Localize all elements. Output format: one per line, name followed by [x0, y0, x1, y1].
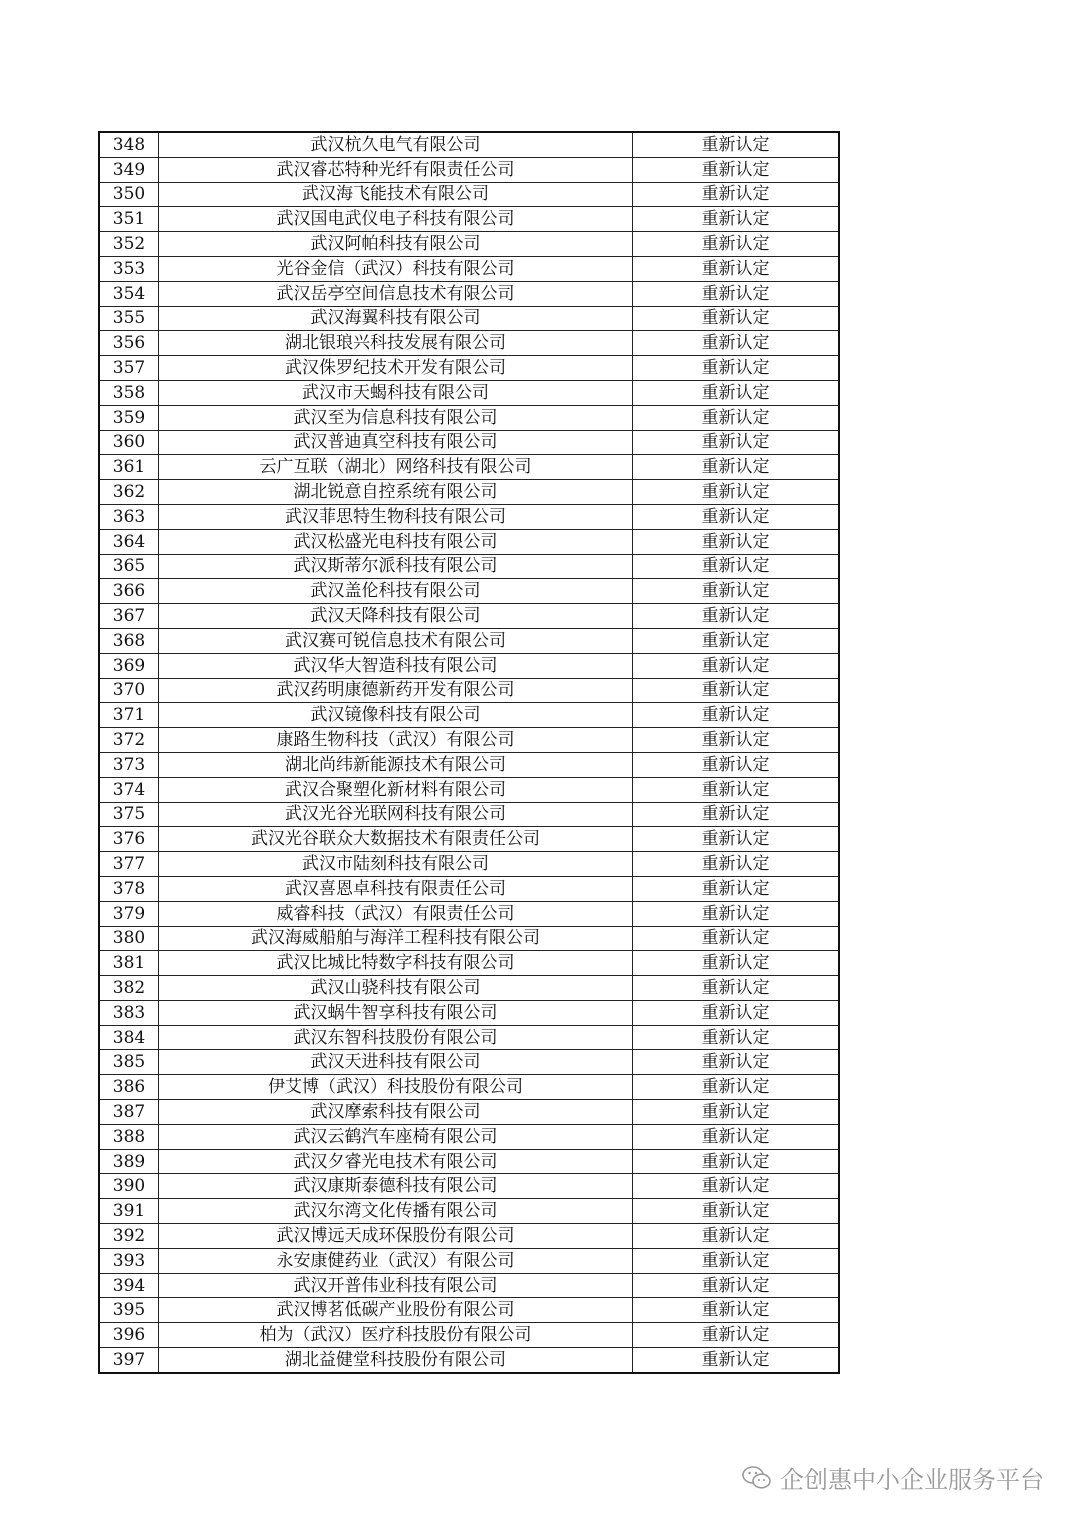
table-row	[99, 430, 839, 455]
status-cell: 重新认定	[633, 1273, 840, 1298]
company-name: 武汉普迪真空科技有限公司	[159, 430, 633, 455]
status-cell: 重新认定	[633, 1075, 840, 1100]
row-number: 375	[99, 802, 159, 827]
company-name: 武汉夕睿光电技术有限公司	[159, 1149, 633, 1174]
company-name: 武汉赛可锐信息技术有限公司	[159, 628, 633, 653]
table-row	[99, 157, 839, 182]
table-row	[99, 1100, 839, 1125]
row-number: 356	[99, 331, 159, 356]
company-name: 武汉菲思特生物科技有限公司	[159, 504, 633, 529]
company-name: 武汉睿芯特种光纤有限责任公司	[159, 157, 633, 182]
table-row	[99, 182, 839, 207]
company-name: 武汉海翼科技有限公司	[159, 306, 633, 331]
status-cell: 重新认定	[633, 182, 840, 207]
status-cell: 重新认定	[633, 1000, 840, 1025]
table-row	[99, 579, 839, 604]
table-row	[99, 653, 839, 678]
company-name: 武汉合聚塑化新材料有限公司	[159, 777, 633, 802]
row-number: 393	[99, 1248, 159, 1273]
company-name: 武汉山骁科技有限公司	[159, 976, 633, 1001]
row-number: 377	[99, 852, 159, 877]
table-row	[99, 480, 839, 505]
company-name: 武汉海飞能技术有限公司	[159, 182, 633, 207]
company-name: 武汉云鹤汽车座椅有限公司	[159, 1124, 633, 1149]
company-name: 湖北银琅兴科技发展有限公司	[159, 331, 633, 356]
status-cell: 重新认定	[633, 1100, 840, 1125]
status-cell: 重新认定	[633, 1174, 840, 1199]
status-cell: 重新认定	[633, 331, 840, 356]
table-row	[99, 1248, 839, 1273]
row-number: 396	[99, 1323, 159, 1348]
company-name: 湖北锐意自控系统有限公司	[159, 480, 633, 505]
company-name: 武汉市陆刻科技有限公司	[159, 852, 633, 877]
status-cell: 重新认定	[633, 653, 840, 678]
company-name: 武汉开普伟业科技有限公司	[159, 1273, 633, 1298]
table-row	[99, 604, 839, 629]
status-cell: 重新认定	[633, 926, 840, 951]
status-cell: 重新认定	[633, 480, 840, 505]
status-cell: 重新认定	[633, 356, 840, 381]
status-cell: 重新认定	[633, 207, 840, 232]
company-name: 武汉斯蒂尔派科技有限公司	[159, 554, 633, 579]
table-row	[99, 1323, 839, 1348]
company-name: 武汉博茗低碳产业股份有限公司	[159, 1298, 633, 1323]
status-cell: 重新认定	[633, 1050, 840, 1075]
table-row	[99, 951, 839, 976]
status-cell: 重新认定	[633, 306, 840, 331]
table-row	[99, 703, 839, 728]
table-row	[99, 976, 839, 1001]
table-row	[99, 306, 839, 331]
row-number: 369	[99, 653, 159, 678]
row-number: 388	[99, 1124, 159, 1149]
status-cell: 重新认定	[633, 554, 840, 579]
company-name: 武汉光谷光联网科技有限公司	[159, 802, 633, 827]
company-name: 柏为（武汉）医疗科技股份有限公司	[159, 1323, 633, 1348]
status-cell: 重新认定	[633, 777, 840, 802]
table-row	[99, 232, 839, 257]
status-cell: 重新认定	[633, 1323, 840, 1348]
row-number: 381	[99, 951, 159, 976]
status-cell: 重新认定	[633, 1298, 840, 1323]
table-row	[99, 752, 839, 777]
row-number: 374	[99, 777, 159, 802]
table-row	[99, 256, 839, 281]
row-number: 348	[99, 132, 159, 157]
company-name: 武汉摩索科技有限公司	[159, 1100, 633, 1125]
row-number: 382	[99, 976, 159, 1001]
row-number: 373	[99, 752, 159, 777]
row-number: 392	[99, 1224, 159, 1249]
row-number: 363	[99, 504, 159, 529]
table-row	[99, 628, 839, 653]
row-number: 384	[99, 1025, 159, 1050]
table-row	[99, 901, 839, 926]
company-name: 武汉光谷联众大数据技术有限责任公司	[159, 827, 633, 852]
status-cell: 重新认定	[633, 703, 840, 728]
company-name: 武汉喜恩卓科技有限责任公司	[159, 876, 633, 901]
table-row	[99, 728, 839, 753]
company-name: 武汉国电武仪电子科技有限公司	[159, 207, 633, 232]
status-cell: 重新认定	[633, 976, 840, 1001]
company-name: 武汉蜗牛智享科技有限公司	[159, 1000, 633, 1025]
status-cell: 重新认定	[633, 232, 840, 257]
row-number: 387	[99, 1100, 159, 1125]
company-name: 威睿科技（武汉）有限责任公司	[159, 901, 633, 926]
status-cell: 重新认定	[633, 951, 840, 976]
table-row	[99, 1025, 839, 1050]
row-number: 383	[99, 1000, 159, 1025]
status-cell: 重新认定	[633, 1199, 840, 1224]
table-row	[99, 827, 839, 852]
table-row	[99, 1174, 839, 1199]
row-number: 379	[99, 901, 159, 926]
status-cell: 重新认定	[633, 1248, 840, 1273]
company-name: 云广互联（湖北）网络科技有限公司	[159, 455, 633, 480]
company-name: 光谷金信（武汉）科技有限公司	[159, 256, 633, 281]
row-number: 394	[99, 1273, 159, 1298]
row-number: 372	[99, 728, 159, 753]
row-number: 357	[99, 356, 159, 381]
table-row	[99, 1124, 839, 1149]
table-row	[99, 1075, 839, 1100]
row-number: 371	[99, 703, 159, 728]
company-name: 武汉盖伦科技有限公司	[159, 579, 633, 604]
company-name: 康路生物科技（武汉）有限公司	[159, 728, 633, 753]
company-name: 武汉阿帕科技有限公司	[159, 232, 633, 257]
status-cell: 重新认定	[633, 281, 840, 306]
status-cell: 重新认定	[633, 728, 840, 753]
row-number: 364	[99, 529, 159, 554]
table-row	[99, 281, 839, 306]
status-cell: 重新认定	[633, 628, 840, 653]
table-row	[99, 1348, 839, 1373]
row-number: 389	[99, 1149, 159, 1174]
watermark	[742, 1460, 1044, 1495]
status-cell: 重新认定	[633, 380, 840, 405]
company-name: 武汉侏罗纪技术开发有限公司	[159, 356, 633, 381]
table-row	[99, 405, 839, 430]
row-number: 353	[99, 256, 159, 281]
status-cell: 重新认定	[633, 876, 840, 901]
table-body	[99, 132, 839, 1373]
table-row	[99, 1298, 839, 1323]
table-row	[99, 1149, 839, 1174]
row-number: 370	[99, 678, 159, 703]
row-number: 395	[99, 1298, 159, 1323]
status-cell: 重新认定	[633, 430, 840, 455]
table-row	[99, 1050, 839, 1075]
table-row	[99, 678, 839, 703]
row-number: 352	[99, 232, 159, 257]
row-number: 350	[99, 182, 159, 207]
table-row	[99, 331, 839, 356]
row-number: 359	[99, 405, 159, 430]
row-number: 397	[99, 1348, 159, 1373]
status-cell: 重新认定	[633, 256, 840, 281]
table-row	[99, 1224, 839, 1249]
company-name: 武汉市天蝎科技有限公司	[159, 380, 633, 405]
table-row	[99, 1000, 839, 1025]
table-row	[99, 529, 839, 554]
table-row	[99, 777, 839, 802]
status-cell: 重新认定	[633, 901, 840, 926]
status-cell: 重新认定	[633, 1025, 840, 1050]
table-row	[99, 1273, 839, 1298]
status-cell: 重新认定	[633, 529, 840, 554]
company-table	[98, 131, 840, 1374]
company-name: 湖北益健堂科技股份有限公司	[159, 1348, 633, 1373]
row-number: 391	[99, 1199, 159, 1224]
watermark-text: 企创惠中小企业服务平台	[780, 1466, 1044, 1494]
company-name: 武汉康斯泰德科技有限公司	[159, 1174, 633, 1199]
row-number: 367	[99, 604, 159, 629]
status-cell: 重新认定	[633, 157, 840, 182]
table-row	[99, 356, 839, 381]
row-number: 355	[99, 306, 159, 331]
company-name: 湖北尚纬新能源技术有限公司	[159, 752, 633, 777]
row-number: 366	[99, 579, 159, 604]
company-name: 武汉天降科技有限公司	[159, 604, 633, 629]
status-cell: 重新认定	[633, 604, 840, 629]
status-cell: 重新认定	[633, 752, 840, 777]
status-cell: 重新认定	[633, 455, 840, 480]
row-number: 361	[99, 455, 159, 480]
status-cell: 重新认定	[633, 827, 840, 852]
table-row	[99, 554, 839, 579]
company-name: 武汉天进科技有限公司	[159, 1050, 633, 1075]
company-name: 武汉东智科技股份有限公司	[159, 1025, 633, 1050]
table-row	[99, 455, 839, 480]
row-number: 351	[99, 207, 159, 232]
row-number: 376	[99, 827, 159, 852]
company-name: 武汉松盛光电科技有限公司	[159, 529, 633, 554]
table-row	[99, 504, 839, 529]
row-number: 358	[99, 380, 159, 405]
row-number: 362	[99, 480, 159, 505]
status-cell: 重新认定	[633, 1348, 840, 1373]
row-number: 385	[99, 1050, 159, 1075]
table-row	[99, 1199, 839, 1224]
row-number: 354	[99, 281, 159, 306]
row-number: 386	[99, 1075, 159, 1100]
table-row	[99, 132, 839, 157]
row-number: 349	[99, 157, 159, 182]
company-name: 武汉尔湾文化传播有限公司	[159, 1199, 633, 1224]
company-name: 武汉药明康德新药开发有限公司	[159, 678, 633, 703]
company-name: 武汉博远天成环保股份有限公司	[159, 1224, 633, 1249]
company-name: 武汉海威船舶与海洋工程科技有限公司	[159, 926, 633, 951]
status-cell: 重新认定	[633, 132, 840, 157]
status-cell: 重新认定	[633, 1124, 840, 1149]
status-cell: 重新认定	[633, 504, 840, 529]
status-cell: 重新认定	[633, 802, 840, 827]
status-cell: 重新认定	[633, 678, 840, 703]
status-cell: 重新认定	[633, 1224, 840, 1249]
company-name: 武汉华大智造科技有限公司	[159, 653, 633, 678]
status-cell: 重新认定	[633, 852, 840, 877]
row-number: 380	[99, 926, 159, 951]
wechat-icon	[742, 1465, 772, 1491]
table-row	[99, 380, 839, 405]
row-number: 368	[99, 628, 159, 653]
company-name: 武汉至为信息科技有限公司	[159, 405, 633, 430]
table-row	[99, 852, 839, 877]
status-cell: 重新认定	[633, 405, 840, 430]
table-row	[99, 207, 839, 232]
company-name: 武汉杭久电气有限公司	[159, 132, 633, 157]
row-number: 378	[99, 876, 159, 901]
company-name: 武汉比城比特数字科技有限公司	[159, 951, 633, 976]
company-name: 伊艾博（武汉）科技股份有限公司	[159, 1075, 633, 1100]
table-row	[99, 876, 839, 901]
company-name: 武汉镜像科技有限公司	[159, 703, 633, 728]
company-name: 永安康健药业（武汉）有限公司	[159, 1248, 633, 1273]
table-row	[99, 802, 839, 827]
row-number: 365	[99, 554, 159, 579]
company-name: 武汉岳亭空间信息技术有限公司	[159, 281, 633, 306]
table-row	[99, 926, 839, 951]
row-number: 360	[99, 430, 159, 455]
status-cell: 重新认定	[633, 579, 840, 604]
row-number: 390	[99, 1174, 159, 1199]
status-cell: 重新认定	[633, 1149, 840, 1174]
